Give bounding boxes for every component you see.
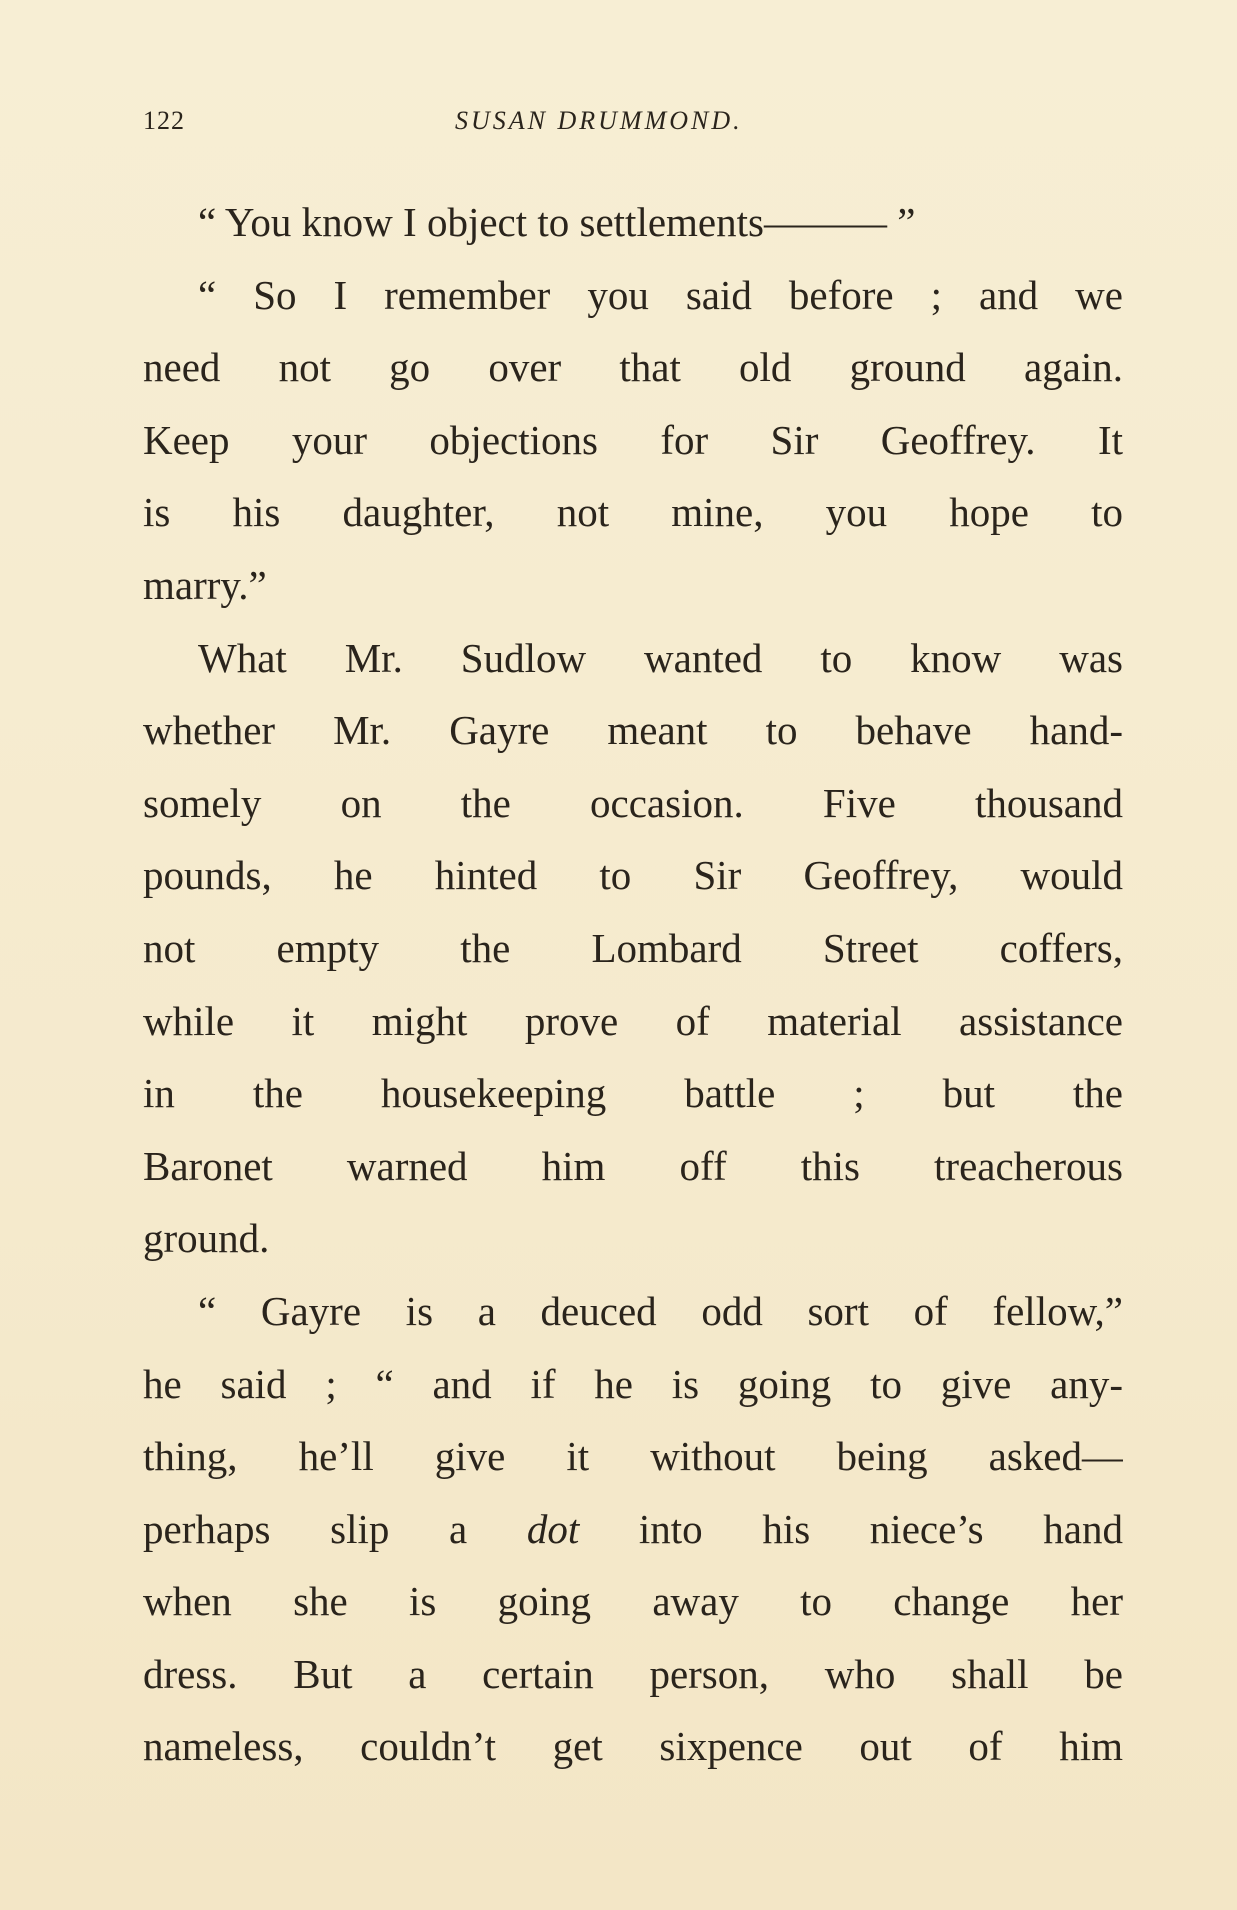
text-line: What Mr. Sudlow wanted to know was xyxy=(198,634,1123,681)
text-line: nameless, couldn’t get sixpence out of him xyxy=(143,1723,1123,1770)
text-line: dress. But a certain person, who shall be xyxy=(143,1650,1123,1697)
text-line: “ Gayre is a deuced odd sort of fellow,” xyxy=(198,1287,1123,1334)
running-head xyxy=(143,106,1123,142)
text-line: marry.” xyxy=(143,561,267,608)
text-line: somely on the occasion. Five thousand xyxy=(143,779,1123,826)
text-line: pounds, he hinted to Sir Geoffrey, would xyxy=(143,852,1123,899)
text-line: when she is going away to change her xyxy=(143,1578,1123,1625)
text-segment: into his niece’s hand xyxy=(579,1505,1123,1552)
text-line: need not go over that old ground again. xyxy=(143,344,1123,391)
text-line: Keep your objections for Sir Geoffrey. It xyxy=(143,416,1123,463)
text-line: in the housekeeping battle ; but the xyxy=(143,1070,1123,1117)
text-line: ground. xyxy=(143,1215,270,1262)
text-line: whether Mr. Gayre meant to behave hand- xyxy=(143,707,1123,754)
italic-word: dot xyxy=(526,1505,580,1552)
running-title: SUSAN DRUMMOND. xyxy=(455,106,743,135)
text-line: Baronet warned him off this treacherous xyxy=(143,1142,1123,1189)
text-line: not empty the Lombard Street coffers, xyxy=(143,924,1123,971)
text-segment: perhaps slip a xyxy=(143,1505,527,1552)
text-line: while it might prove of material assistance xyxy=(143,997,1123,1044)
text-line: thing, he’ll give it without being asked— xyxy=(143,1433,1123,1480)
text-line: is his daughter, not mine, you hope to xyxy=(143,489,1123,536)
text-line: “ So I remember you said before ; and we xyxy=(198,271,1123,318)
body-text xyxy=(143,186,1123,1783)
page-number: 122 xyxy=(143,106,185,135)
text-line xyxy=(143,1493,1123,1566)
text-line: he said ; “ and if he is going to give any- xyxy=(143,1360,1123,1407)
text-line: “ You know I object to settlements——— ” xyxy=(198,199,916,245)
